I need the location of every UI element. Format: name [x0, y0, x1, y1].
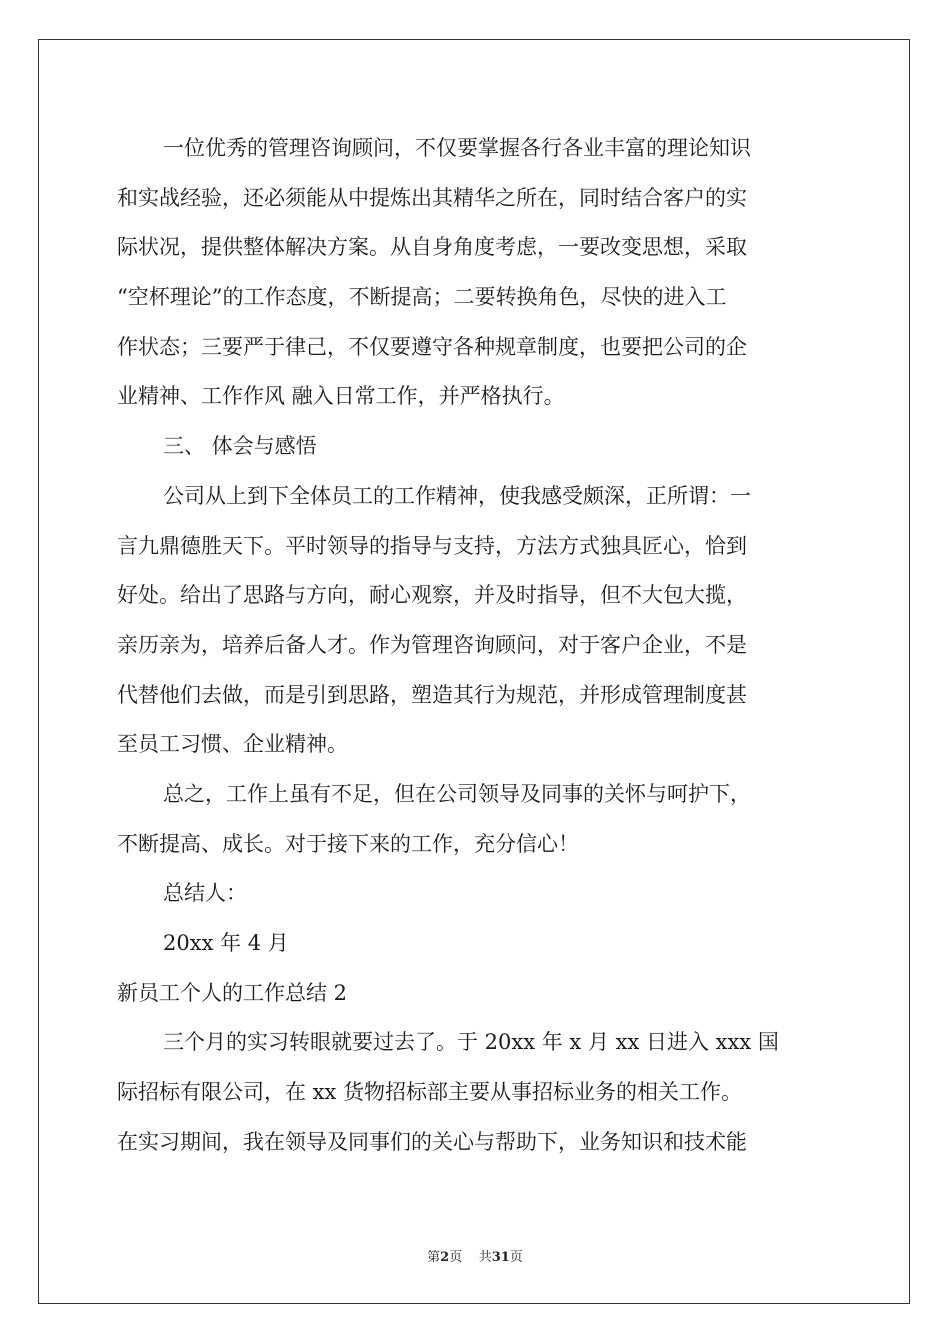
- paragraph-line: 至员工习惯、企业精神。: [117, 732, 348, 757]
- paragraph-line: 公司从上到下全体员工的工作精神，使我感受颇深，正所谓：一: [163, 483, 751, 508]
- paragraph-line: 际招标有限公司，在 xx 货物招标部主要从事招标业务的相关工作。: [117, 1080, 743, 1105]
- paragraph-line: 总之，工作上虽有不足，但在公司领导及同事的关怀与呵护下，: [163, 781, 751, 806]
- date-line: 20xx 年 4 月: [163, 931, 289, 955]
- page-footer: [0, 1246, 950, 1265]
- paragraph-line: 作状态；三要严于律己，不仅要遵守各种规章制度，也要把公司的企: [117, 334, 747, 359]
- paragraph-line: 亲历亲为，培养后备人才。作为管理咨询顾问，对于客户企业，不是: [117, 632, 747, 657]
- paragraph-line: 和实战经验，还必须能从中提炼出其精华之所在，同时结合客户的实: [117, 185, 747, 210]
- section-heading: 三、 体会与感悟: [163, 434, 317, 459]
- document-title: 新员工个人的工作总结 2: [117, 980, 348, 1005]
- document-body: [117, 124, 834, 1167]
- paragraph-line: 不断提高、成长。对于接下来的工作，充分信心！: [117, 831, 579, 856]
- paragraph-line: 言九鼎德胜天下。平时领导的指导与支持，方法方式独具匠心，恰到: [117, 533, 747, 558]
- page-suffix: 页: [449, 1250, 463, 1265]
- signature-label: 总结人：: [163, 881, 247, 906]
- paragraph-line: 代替他们去做，而是引到思路，塑造其行为规范，并形成管理制度甚: [117, 682, 747, 707]
- current-page-number: 2: [440, 1250, 450, 1265]
- total-pages-number: 31: [491, 1250, 510, 1265]
- paragraph-line: 在实习期间，我在领导及同事们的关心与帮助下，业务知识和技术能: [117, 1129, 747, 1154]
- paragraph-line: “空杯理论”的工作态度，不断提高；二要转换角色，尽快的进入工: [117, 285, 727, 310]
- paragraph-line: 好处。给出了思路与方向，耐心观察，并及时指导，但不大包大揽，: [117, 583, 747, 608]
- paragraph-line: 际状况，提供整体解决方案。从自身角度考虑，一要改变思想，采取: [117, 235, 747, 260]
- total-prefix: 共: [478, 1250, 492, 1265]
- paragraph-line: 业精神、工作作风 融入日常工作，并严格执行。: [117, 384, 565, 409]
- paragraph-line: 一位优秀的管理咨询顾问，不仅要掌握各行各业丰富的理论知识: [163, 136, 751, 160]
- paragraph-line: 三个月的实习转眼就要过去了。于 20xx 年 x 月 xx 日进入 xxx 国: [163, 1030, 779, 1055]
- total-suffix: 页: [509, 1250, 523, 1265]
- page-prefix: 第: [427, 1250, 441, 1265]
